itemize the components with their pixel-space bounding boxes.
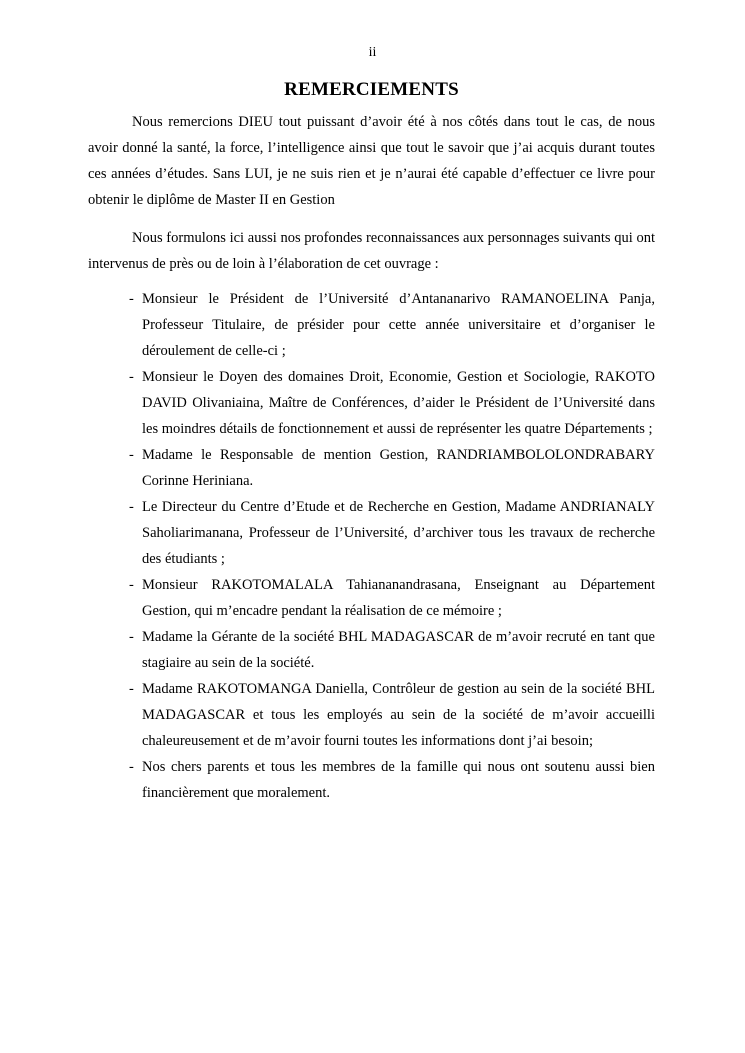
page-number: ii bbox=[368, 45, 377, 60]
list-item-text: Monsieur le Doyen des domaines Droit, Economie, Gestion et Sociologie, RAKOTO DAVID Olivaniaina, Maître de Conférences, d’aider le Président de l’Université dans les moindres détails de fonctionnement et aussi de représenter les quatre Départements ; bbox=[142, 369, 655, 437]
list-item-family bbox=[88, 754, 655, 806]
list-item-text: Le Directeur du Centre d’Etude et de Recherche en Gestion, Madame ANDRIANALY Saholiarimanana, Professeur de l’Université, d’archiver tous les travaux de recherche des étudiants ; bbox=[142, 499, 655, 567]
list-item-supervisor bbox=[88, 572, 655, 624]
acknowledgement-list bbox=[88, 286, 655, 806]
paragraph-thanks-god: Nous remercions DIEU tout puissant d’avoir été à nos côtés dans tout le cas, de nous avoir donné la santé, la force, l’intelligence ainsi que tout le savoir que j’ai acquis durant toutes ces années d’études. Sans LUI, je ne suis rien et je n’aurai été capable d’effectuer ce livre pour obtenir le diplôme de Master II en Gestion bbox=[88, 114, 655, 208]
list-item-text: Monsieur le Président de l’Université d’Antananarivo RAMANOELINA Panja, Professeur Titulaire, de présider pour cette année universitaire et d’organiser le déroulement de celle-ci ; bbox=[142, 291, 655, 359]
list-item-text: Madame RAKOTOMANGA Daniella, Contrôleur de gestion au sein de la société BHL MADAGASCAR et tous les employés au sein de la société de m’avoir accueilli chaleureusement et de m’avoir fourni toutes les informations dont j’ai besoin; bbox=[142, 681, 655, 749]
paragraph-acknowledgement-intro: Nous formulons ici aussi nos profondes reconnaissances aux personnages suivants qui ont intervenus de près ou de loin à l’élaboration de cet ouvrage : bbox=[88, 230, 655, 272]
list-item-text: Monsieur RAKOTOMALALA Tahiananandrasana, Enseignant au Département Gestion, qui m’encadre pendant la réalisation de ce mémoire ; bbox=[142, 577, 655, 619]
intro-paragraph-block bbox=[88, 109, 655, 213]
second-paragraph-block bbox=[88, 225, 655, 277]
list-item-text: Madame le Responsable de mention Gestion, RANDRIAMBOLOLONDRABARY Corinne Heriniana. bbox=[142, 447, 655, 489]
bullet-dash: - bbox=[129, 681, 134, 697]
list-item-mention-head bbox=[88, 442, 655, 494]
bullet-dash: - bbox=[129, 759, 134, 775]
list-item-management-controller bbox=[88, 676, 655, 754]
bullet-dash: - bbox=[129, 577, 134, 593]
bullet-dash: - bbox=[129, 629, 134, 645]
list-item-university-president bbox=[88, 286, 655, 364]
list-item-text: Nos chers parents et tous les membres de la famille qui nous ont soutenu aussi bien financièrement que moralement. bbox=[142, 759, 655, 801]
bullet-dash: - bbox=[129, 369, 134, 385]
bullet-dash: - bbox=[129, 499, 134, 515]
list-item-text: Madame la Gérante de la société BHL MADAGASCAR de m’avoir recruté en tant que stagiaire au sein de la société. bbox=[142, 629, 655, 671]
list-item-company-manager bbox=[88, 624, 655, 676]
bullet-dash: - bbox=[129, 291, 134, 307]
bullet-dash: - bbox=[129, 447, 134, 463]
page-title: REMERCIEMENTS bbox=[284, 79, 459, 100]
list-item-research-center-director bbox=[88, 494, 655, 572]
list-item-dean bbox=[88, 364, 655, 442]
